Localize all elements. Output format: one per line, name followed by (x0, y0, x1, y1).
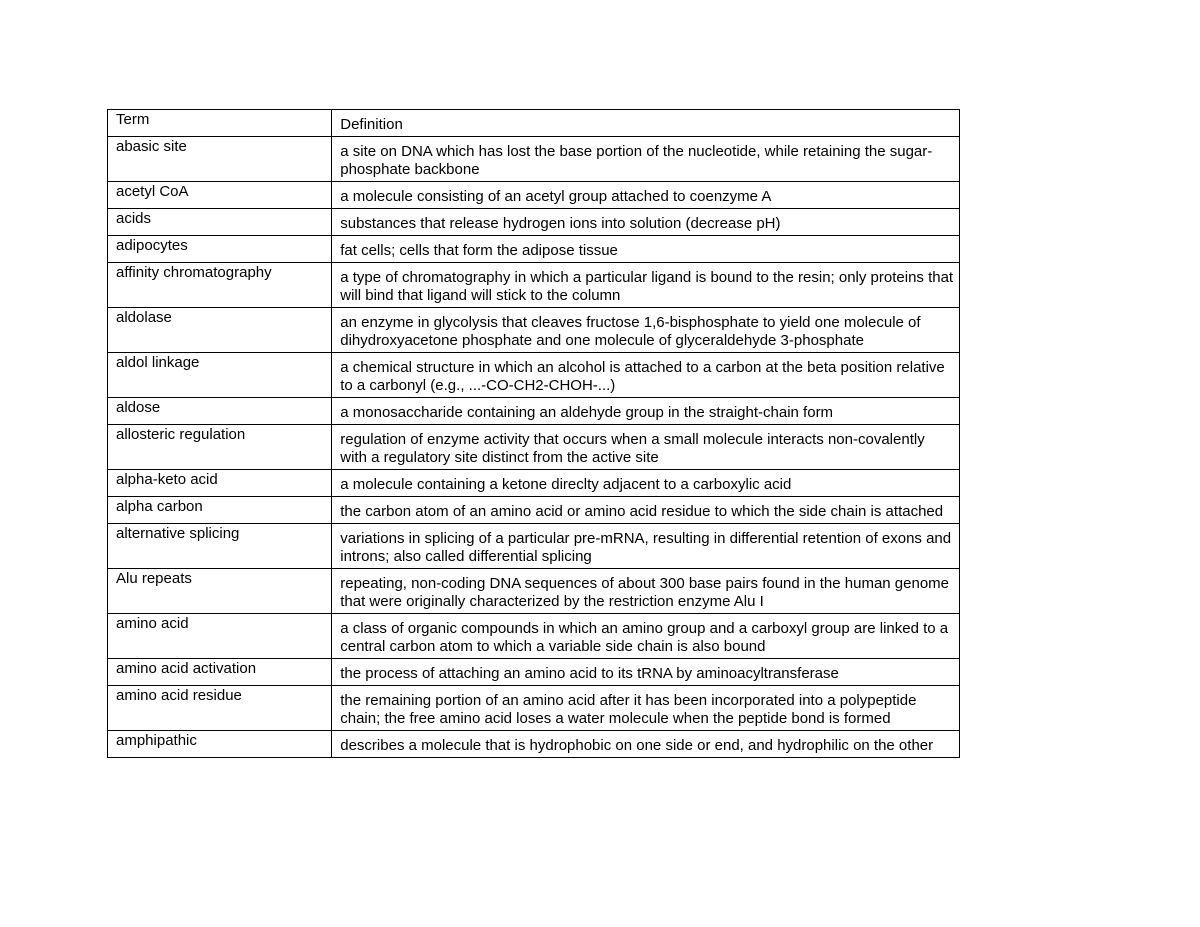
term-column-header: Term (108, 110, 332, 137)
definition-cell: repeating, non-coding DNA sequences of about 300 base pairs found in the human genome that were originally characterized by the restriction enzyme Alu I (332, 569, 960, 614)
glossary-body (108, 110, 960, 758)
table-row (108, 209, 960, 236)
term-cell: abasic site (108, 137, 332, 182)
term-cell: aldol linkage (108, 353, 332, 398)
definition-cell: a site on DNA which has lost the base portion of the nucleotide, while retaining the sugar-phosphate backbone (332, 137, 960, 182)
table-row (108, 398, 960, 425)
definition-cell: an enzyme in glycolysis that cleaves fructose 1,6-bisphosphate to yield one molecule of dihydroxyacetone phosphate and one molecule of glyceraldehyde 3-phosphate (332, 308, 960, 353)
term-cell: amino acid activation (108, 659, 332, 686)
table-row (108, 731, 960, 758)
term-cell: alternative splicing (108, 524, 332, 569)
table-row (108, 614, 960, 659)
table-row (108, 686, 960, 731)
term-cell: allosteric regulation (108, 425, 332, 470)
table-row (108, 497, 960, 524)
definition-cell: describes a molecule that is hydrophobic on one side or end, and hydrophilic on the other (332, 731, 960, 758)
term-cell: alpha-keto acid (108, 470, 332, 497)
table-row (108, 659, 960, 686)
term-cell: amphipathic (108, 731, 332, 758)
term-cell: alpha carbon (108, 497, 332, 524)
term-cell: amino acid residue (108, 686, 332, 731)
definition-cell: a chemical structure in which an alcohol is attached to a carbon at the beta position relative to a carbonyl (e.g., ...-CO-CH2-CHOH-...) (332, 353, 960, 398)
term-cell: aldolase (108, 308, 332, 353)
table-row (108, 308, 960, 353)
term-cell: acids (108, 209, 332, 236)
table-row (108, 524, 960, 569)
definition-cell: the carbon atom of an amino acid or amino acid residue to which the side chain is attached (332, 497, 960, 524)
definition-column-header: Definition (332, 110, 960, 137)
term-cell: adipocytes (108, 236, 332, 263)
table-row (108, 569, 960, 614)
term-cell: Alu repeats (108, 569, 332, 614)
table-row (108, 236, 960, 263)
definition-cell: a class of organic compounds in which an amino group and a carboxyl group are linked to a central carbon atom to which a variable side chain is also bound (332, 614, 960, 659)
definition-cell: a molecule containing a ketone direclty adjacent to a carboxylic acid (332, 470, 960, 497)
definition-cell: fat cells; cells that form the adipose tissue (332, 236, 960, 263)
definition-cell: a monosaccharide containing an aldehyde group in the straight-chain form (332, 398, 960, 425)
table-row (108, 182, 960, 209)
glossary-table (107, 109, 960, 758)
term-cell: aldose (108, 398, 332, 425)
definition-cell: regulation of enzyme activity that occurs when a small molecule interacts non-covalently with a regulatory site distinct from the active site (332, 425, 960, 470)
table-header-row (108, 110, 960, 137)
table-row (108, 425, 960, 470)
definition-cell: substances that release hydrogen ions into solution (decrease pH) (332, 209, 960, 236)
definition-cell: a molecule consisting of an acetyl group attached to coenzyme A (332, 182, 960, 209)
table-row (108, 263, 960, 308)
table-row (108, 137, 960, 182)
term-cell: affinity chromatography (108, 263, 332, 308)
table-row (108, 353, 960, 398)
table-row (108, 470, 960, 497)
term-cell: acetyl CoA (108, 182, 332, 209)
term-cell: amino acid (108, 614, 332, 659)
definition-cell: the remaining portion of an amino acid after it has been incorporated into a polypeptide chain; the free amino acid loses a water molecule when the peptide bond is formed (332, 686, 960, 731)
definition-cell: the process of attaching an amino acid to its tRNA by aminoacyltransferase (332, 659, 960, 686)
definition-cell: a type of chromatography in which a particular ligand is bound to the resin; only proteins that will bind that ligand will stick to the column (332, 263, 960, 308)
definition-cell: variations in splicing of a particular pre-mRNA, resulting in differential retention of exons and introns; also called differential splicing (332, 524, 960, 569)
